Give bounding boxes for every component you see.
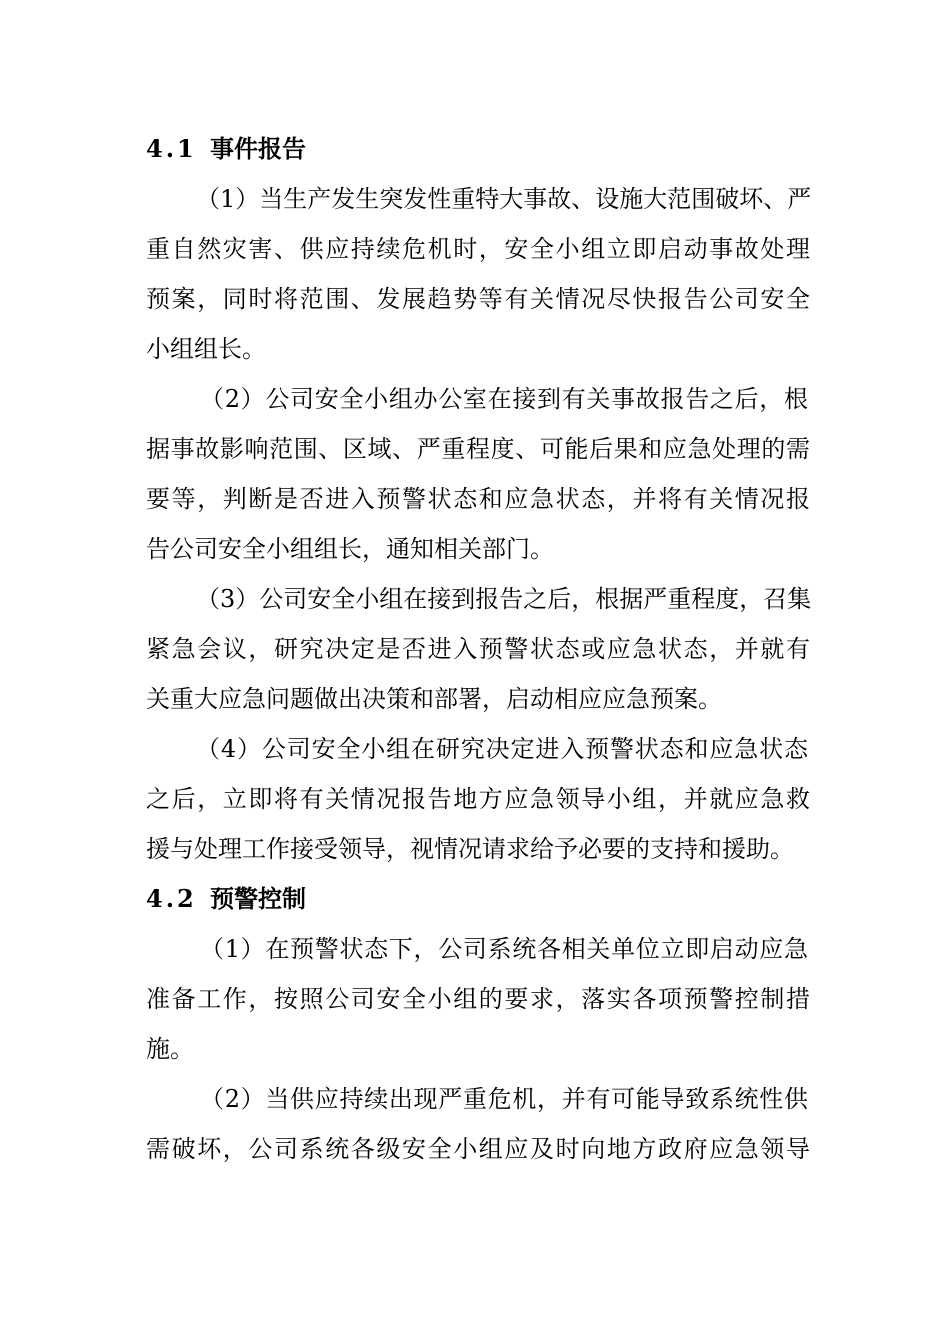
paragraph-line: 之后，立即将有关情况报告地方应急领导小组，并就应急救 (146, 785, 810, 813)
paragraph-line: 要等，判断是否进入预警状态和应急状态，并将有关情况报 (146, 485, 810, 513)
paragraph-line: （1）在预警状态下，公司系统各相关单位立即启动应急 (200, 935, 808, 963)
section-title: 事件报告 (210, 134, 306, 163)
paragraph-line: 小组组长。 (146, 335, 266, 363)
paragraph-line: （3）公司安全小组在接到报告之后，根据严重程度，召集 (196, 585, 812, 613)
section-title: 预警控制 (210, 884, 306, 913)
section-heading-4-2 (146, 884, 306, 914)
paragraph-line: 重自然灾害、供应持续危机时，安全小组立即启动事故处理 (146, 235, 810, 263)
section-heading-4-1 (146, 134, 306, 164)
section-number: 4.2 (146, 884, 197, 913)
paragraph-line: 援与处理工作接受领导，视情况请求给予必要的支持和援助。 (146, 835, 794, 863)
paragraph-line: 需破坏，公司系统各级安全小组应及时向地方政府应急领导 (146, 1135, 810, 1163)
paragraph-line: 准备工作，按照公司安全小组的要求，落实各项预警控制措 (146, 985, 810, 1013)
paragraph-line: 紧急会议，研究决定是否进入预警状态或应急状态，并就有 (146, 635, 810, 663)
paragraph-line: （1）当生产发生突发性重特大事故、设施大范围破坏、严 (196, 185, 812, 213)
paragraph-line: 施。 (146, 1035, 194, 1063)
paragraph-line: 预案，同时将范围、发展趋势等有关情况尽快报告公司安全 (146, 285, 810, 313)
paragraph-line: （4）公司安全小组在研究决定进入预警状态和应急状态 (196, 735, 808, 763)
paragraph-line: （2）公司安全小组办公室在接到有关事故报告之后，根 (200, 385, 808, 413)
section-number: 4.1 (146, 134, 197, 163)
paragraph-line: 据事故影响范围、区域、严重程度、可能后果和应急处理的需 (146, 435, 810, 463)
paragraph-line: 关重大应急问题做出决策和部署，启动相应应急预案。 (146, 685, 722, 713)
paragraph-line: 告公司安全小组组长，通知相关部门。 (146, 535, 554, 563)
paragraph-line: （2）当供应持续出现严重危机，并有可能导致系统性供 (200, 1085, 808, 1113)
